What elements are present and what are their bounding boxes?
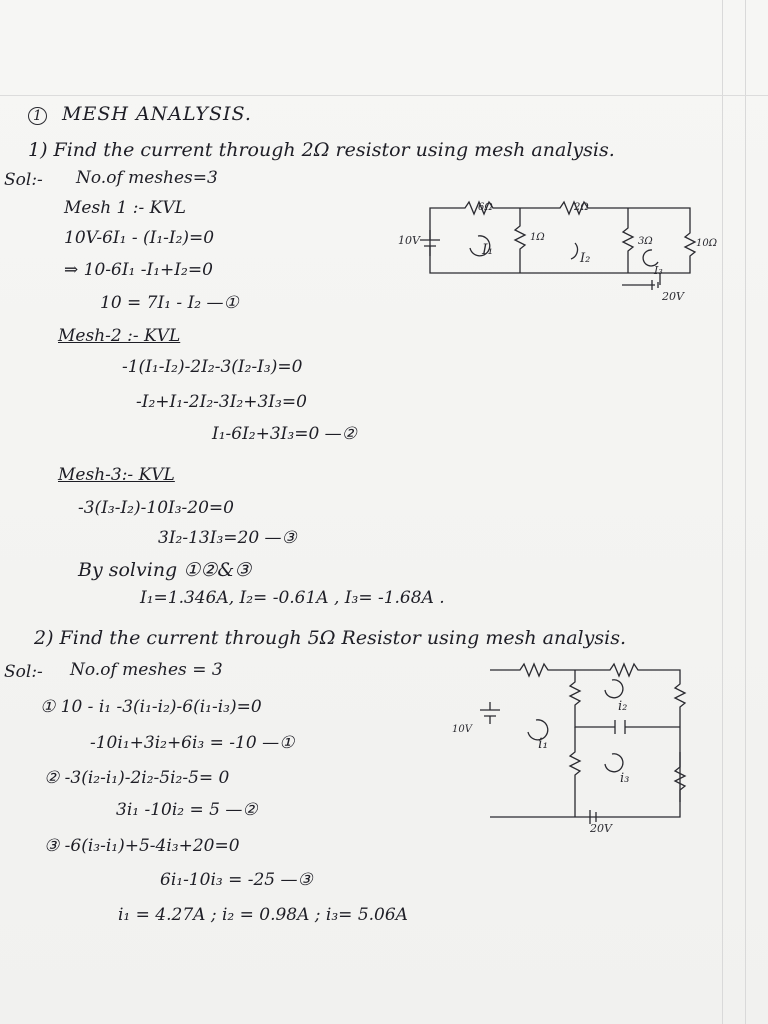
problem2-eq3: ③ -6(i₃-i₁)+5-4i₃+20=0	[44, 836, 240, 856]
circuit1-label-6ohm: 6Ω	[478, 202, 493, 213]
mesh3-heading: Mesh-3:- KVL	[58, 465, 175, 485]
circuit1-mesh-arrows	[470, 236, 658, 266]
circuit1-label-i2: I₂	[580, 251, 591, 266]
circuit2-label-i3: i₃	[620, 771, 630, 786]
circuit1-label-i1: I₁	[482, 242, 494, 258]
problem1-meshes: No.of meshes=3	[76, 168, 218, 188]
circuit2-lower-resistor	[570, 727, 580, 817]
circuit2-label-10v: 10V	[452, 724, 472, 735]
problem2-eq2: ② -3(i₂-i₁)-2i₂-5i₂-5= 0	[44, 768, 230, 788]
circuit2-outer-loop	[490, 664, 685, 817]
mesh1-line-1: 10V-6I₁ - (I₁-I₂)=0	[64, 228, 215, 248]
mesh2-line-2: -I₂+I₁-2I₂-3I₂+3I₃=0	[136, 392, 307, 412]
problem2-eq1: ① 10 - i₁ -3(i₁-i₂)-6(i₁-i₃)=0	[40, 697, 262, 717]
circuit1-label-3ohm: 3Ω	[638, 236, 653, 247]
problem2-question: 2) Find the current through 5Ω Resistor using mesh analysis.	[34, 627, 626, 649]
circuit1-label-1ohm: 1Ω	[530, 232, 545, 243]
problem2-eq2b: 3i₁ -10i₂ = 5 —②	[116, 800, 258, 820]
problem1-sol-label: Sol:-	[4, 170, 43, 190]
page-edge-line	[745, 0, 746, 1024]
circuit1-label-20v: 20V	[662, 290, 684, 303]
problem1-solving: By solving ①②&③	[78, 559, 252, 581]
problem2-meshes: No.of meshes = 3	[70, 660, 223, 680]
problem2-eq3b: 6i₁-10i₃ = -25 —③	[160, 870, 313, 890]
circuit1-label-2ohm: 2Ω	[574, 202, 589, 213]
page-ruled-line	[0, 95, 768, 96]
problem2-result: i₁ = 4.27A ; i₂ = 0.98A ; i₃= 5.06A	[118, 905, 408, 925]
problem2-sol-label: Sol:-	[4, 662, 43, 682]
circuit2-label-i1: i₁	[538, 736, 549, 752]
mesh2-line-1: -1(I₁-I₂)-2I₂-3(I₂-I₃)=0	[122, 357, 303, 377]
circuit1-resistor-3ohm	[623, 208, 633, 273]
circuit2-label-20v: 20V	[590, 822, 612, 835]
mesh3-line-2: 3I₂-13I₃=20 —③	[158, 528, 297, 548]
circuit-diagram-1	[390, 178, 720, 303]
circuit1-label-10ohm: 10Ω	[696, 238, 718, 249]
problem1-result: I₁=1.346A, I₂= -0.61A , I₃= -1.68A .	[140, 588, 445, 608]
circuit-diagram-2	[440, 652, 690, 835]
circuit2-source-10v	[480, 702, 500, 724]
mesh2-line-3: I₁-6I₂+3I₃=0 —②	[212, 424, 357, 444]
mesh1-line-3: 10 = 7I₁ - I₂ —①	[100, 293, 239, 313]
section-number: 1	[28, 104, 47, 126]
page-margin-line	[722, 0, 723, 1024]
mesh1-line-2: ⇒ 10-6I₁ -I₁+I₂=0	[64, 260, 213, 280]
mesh2-heading: Mesh-2 :- KVL	[58, 326, 181, 346]
circuit1-outer-loop	[430, 202, 695, 273]
mesh1-heading: Mesh 1 :- KVL	[64, 198, 186, 218]
circuit1-label-10v: 10V	[398, 234, 420, 247]
mesh3-line-1: -3(I₃-I₂)-10I₃-20=0	[78, 498, 234, 518]
problem1-question: 1) Find the current through 2Ω resistor using mesh analysis.	[28, 139, 615, 161]
circuit1-label-i3: I₃	[654, 264, 663, 277]
problem2-eq1b: -10i₁+3i₂+6i₃ = -10 —①	[90, 733, 295, 753]
circuit2-label-i2: i₂	[618, 699, 628, 714]
section-title: MESH ANALYSIS.	[62, 103, 252, 125]
circuit1-resistor-1ohm	[515, 208, 525, 273]
